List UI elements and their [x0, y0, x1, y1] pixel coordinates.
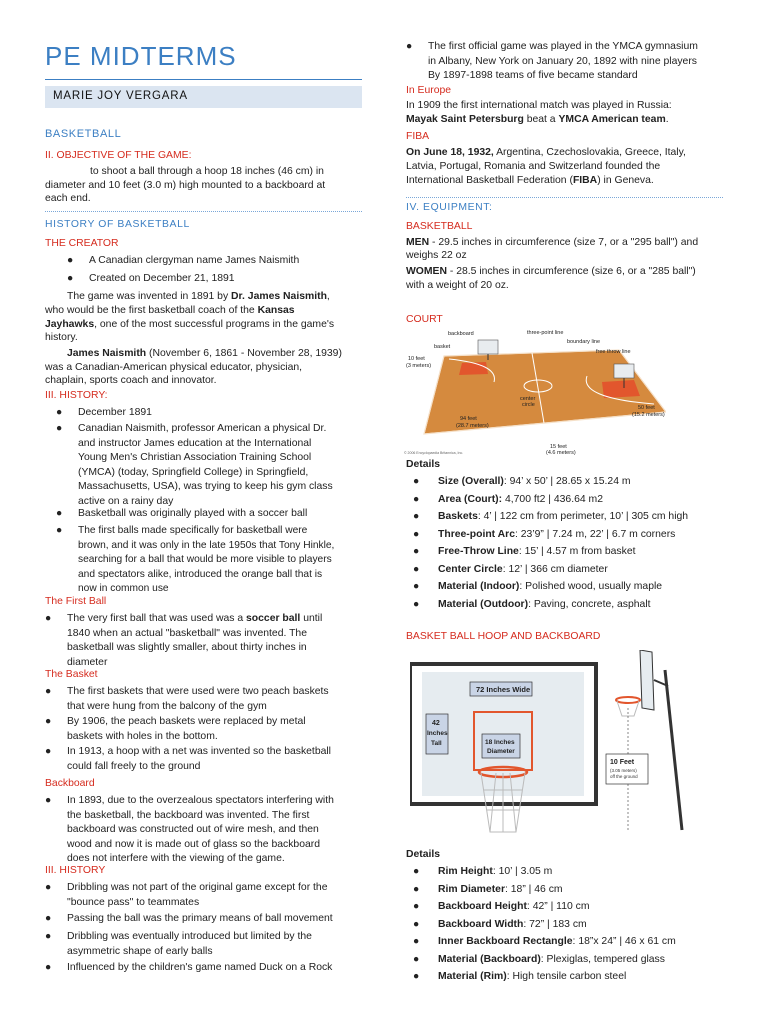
- hoop-label: 72 Inches Wide: [476, 685, 531, 694]
- paragraph-line: WOMEN - 28.5 inches in circumference (size 6, or a "285 ball"): [406, 266, 696, 277]
- detail-value: : Plexiglas, tempered glass: [540, 953, 665, 965]
- paragraph-line: history.: [45, 332, 78, 343]
- detail-key: Area (Court):: [438, 493, 503, 505]
- detail-key: Center Circle: [438, 563, 503, 575]
- detail-key: Material (Rim): [438, 971, 507, 982]
- dotted-divider: [406, 197, 723, 198]
- paragraph-line: was a Canadian-American physical educator, physician,: [45, 362, 303, 373]
- detail-value: : 18”x 24” | 46 x 61 cm: [572, 936, 676, 947]
- dotted-divider: [45, 211, 362, 212]
- detail-value: : 15’ | 4.57 m from basket: [518, 546, 636, 557]
- detail-item: [406, 563, 726, 581]
- detail-value: : 23’9” | 7.24 m, 22’ | 6.7 m corners: [514, 528, 676, 540]
- bullet: ●: [413, 563, 420, 575]
- detail-value: : 10’ | 3.05 m: [492, 866, 553, 877]
- paragraph-line: In 1909 the first international match was played in Russia:: [406, 100, 672, 111]
- detail-key: Size (Overall): [438, 476, 504, 487]
- backboard-heading: Backboard: [45, 778, 95, 789]
- detail-item: [406, 918, 726, 936]
- hoop-label: (3.05 meters): [610, 768, 637, 773]
- court-heading: COURT: [406, 314, 443, 325]
- detail-item: [406, 883, 726, 901]
- paragraph-line: James Naismith (November 6, 1861 - November 28, 1939): [67, 348, 342, 359]
- bullet: ●: [413, 936, 420, 947]
- detail-item: [406, 598, 726, 616]
- detail-key: Backboard Height: [438, 901, 527, 912]
- hoop-label: off the ground: [610, 774, 638, 779]
- paragraph-line: Latvia, Portugal, Romania and Switzerland founded the: [406, 161, 661, 172]
- detail-value: : High tensile carbon steel: [506, 971, 627, 982]
- objective-line: diameter and 10 feet (3.0 m) high mounted to a backboard at: [45, 180, 326, 191]
- bullet: ●: [413, 901, 420, 912]
- right-backboard: [614, 364, 634, 378]
- bullet: ●: [413, 866, 420, 877]
- paragraph-line: MEN - 29.5 inches in circumference (size 7, or a "295 ball") and: [406, 237, 699, 248]
- bullet: ●: [413, 581, 420, 592]
- author-name: MARIE JOY VERGARA: [53, 90, 188, 102]
- paragraph-line: International Basketball Federation (FIBA) in Geneva.: [406, 175, 654, 186]
- author-bar: [45, 86, 362, 108]
- copyright-text: © 2006 Encyclopaedia Britannica, Inc.: [404, 451, 464, 455]
- court-label: boundary line: [567, 339, 601, 345]
- history-b-heading: III. HISTORY: [45, 865, 106, 876]
- bullet: ●: [413, 918, 420, 930]
- paragraph-line: chaplain, sports coach and innovator.: [45, 375, 217, 386]
- equipment-heading: IV. EQUIPMENT:: [406, 202, 493, 213]
- basket-heading: The Basket: [45, 669, 98, 680]
- detail-value: : Paving, concrete, asphalt: [528, 598, 651, 610]
- court-label: circle: [522, 402, 535, 408]
- section-basketball-heading: BASKETBALL: [45, 128, 122, 140]
- history-heading: HISTORY OF BASKETBALL: [45, 219, 190, 230]
- detail-item: [406, 528, 726, 546]
- detail-value: : 18” | 46 cm: [505, 883, 563, 895]
- court-label: (28.7 meters): [456, 423, 489, 429]
- court-label: 50 feet: [638, 405, 655, 411]
- court-diagram: [404, 326, 666, 456]
- court-label: 15 feet: [550, 444, 567, 450]
- left-backboard: [478, 340, 498, 354]
- paragraph-line: who would be the first basketball coach of the Kansas: [45, 305, 295, 316]
- hoop-label: Tall: [431, 740, 442, 747]
- right-key: [602, 380, 640, 398]
- court-details-list: [406, 475, 726, 615]
- creator-heading: THE CREATOR: [45, 238, 119, 249]
- hoop-heading: BASKET BALL HOOP AND BACKBOARD: [406, 631, 601, 642]
- details-heading: Details: [406, 459, 441, 470]
- paragraph-line: Jayhawks, one of the most successful programs in the game's: [45, 319, 335, 330]
- left-key: [459, 362, 488, 375]
- detail-value: : Polished wood, usually maple: [519, 581, 663, 592]
- court-label: basket: [434, 344, 451, 350]
- bullet: ●: [413, 493, 420, 505]
- hoop-label: 18 Inches: [485, 739, 515, 746]
- detail-value: 4,700 ft2 | 436.64 m2: [502, 493, 603, 505]
- hoop-label: 10 Feet: [610, 759, 635, 766]
- bullet: ●: [413, 528, 420, 540]
- detail-key: Free-Throw Line: [438, 546, 519, 557]
- hoop-details-list: [406, 865, 726, 988]
- detail-item: [406, 580, 726, 598]
- detail-value: : 4’ | 122 cm from perimeter, 10’ | 305 cm high: [477, 511, 689, 522]
- first-ball-heading: The First Ball: [45, 596, 107, 607]
- history-section-heading: III. HISTORY:: [45, 390, 108, 401]
- court-label: 94 feet: [460, 416, 477, 422]
- detail-key: Material (Indoor): [438, 581, 520, 592]
- objective-line: each end.: [45, 193, 91, 204]
- detail-key: Backboard Width: [438, 918, 524, 930]
- detail-item: [406, 545, 726, 563]
- court-label: center: [520, 396, 536, 402]
- court-label: (3 meters): [406, 363, 432, 369]
- detail-item: [406, 935, 726, 953]
- paragraph-line: Mayak Saint Petersburg beat a YMCA American team.: [406, 114, 669, 125]
- paragraph-line: The game was invented in 1891 by Dr. James Naismith,: [67, 291, 330, 302]
- paragraph-line: On June 18, 1932, Argentina, Czechoslovakia, Greece, Italy,: [406, 147, 686, 158]
- detail-value: : 94’ x 50’ | 28.65 x 15.24 m: [503, 476, 631, 487]
- detail-key: Inner Backboard Rectangle: [438, 936, 573, 947]
- detail-key: Rim Height: [438, 866, 493, 877]
- detail-key: Material (Outdoor): [438, 598, 529, 610]
- bullet: ●: [413, 476, 420, 487]
- detail-key: Baskets: [438, 511, 478, 522]
- title-rule: [45, 79, 362, 80]
- court-label: three-point line: [527, 330, 564, 336]
- court-label: (4.6 meters): [546, 450, 576, 456]
- hoop-label: 42: [432, 720, 440, 727]
- hoop-diagram: [410, 650, 708, 840]
- detail-item: [406, 953, 726, 971]
- europe-heading: In Europe: [406, 85, 452, 96]
- details-heading: Details: [406, 849, 441, 860]
- bullet: ●: [413, 598, 420, 610]
- court-label: backboard: [448, 331, 474, 337]
- bullet: ●: [413, 546, 420, 557]
- bullet: ●: [413, 883, 420, 895]
- hoop-label: Inches: [427, 730, 448, 737]
- court-label: 10 feet: [408, 356, 425, 362]
- fiba-heading: FIBA: [406, 131, 430, 142]
- paragraph-line: with a weight of 20 oz.: [406, 280, 509, 291]
- page-title: PE MIDTERMS: [45, 41, 237, 71]
- court-label: free throw line: [596, 349, 631, 355]
- hoop-label: Diameter: [487, 748, 515, 755]
- paragraph-line: weighs 22 oz: [406, 250, 467, 261]
- detail-value: : 42” | 110 cm: [526, 901, 590, 912]
- basketball-heading: BASKETBALL: [406, 221, 473, 232]
- detail-item: [406, 970, 726, 988]
- detail-item: [406, 510, 726, 528]
- objective-heading: II. OBJECTIVE OF THE GAME:: [45, 150, 192, 161]
- detail-key: Three-point Arc: [438, 528, 515, 540]
- detail-key: Material (Backboard): [438, 953, 541, 965]
- bullet: ●: [413, 511, 420, 522]
- side-backboard: [640, 650, 654, 710]
- objective-line: to shoot a ball through a hoop 18 inches (46 cm) in: [90, 166, 324, 177]
- detail-item: [406, 493, 726, 511]
- detail-key: Rim Diameter: [438, 883, 505, 895]
- detail-item: [406, 475, 726, 493]
- detail-item: [406, 900, 726, 918]
- bullet: ●: [413, 971, 420, 982]
- detail-item: [406, 865, 726, 883]
- bullet: ●: [413, 953, 420, 965]
- detail-value: : 12’ | 366 cm diameter: [502, 563, 608, 575]
- court-label: (15.2 meters): [632, 412, 665, 418]
- detail-value: : 72” | 183 cm: [523, 918, 587, 930]
